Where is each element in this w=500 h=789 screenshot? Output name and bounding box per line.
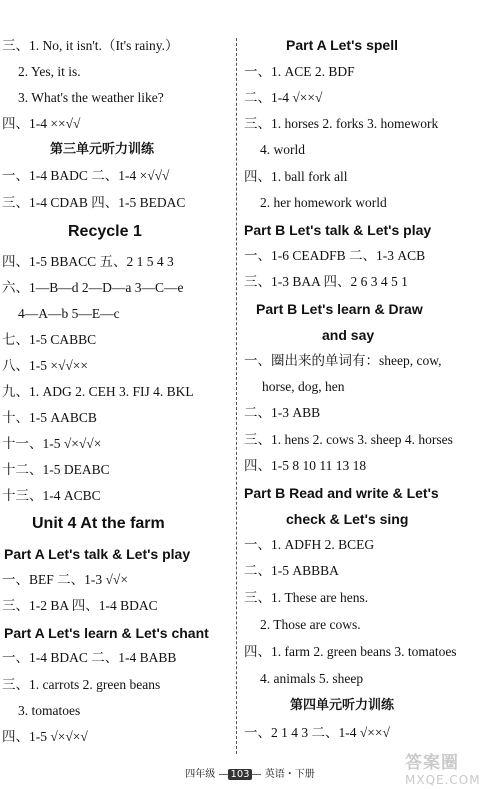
watermark-line1: 答案圈 xyxy=(405,753,459,773)
answer-line: 4. world xyxy=(260,142,305,157)
answer-line: 二、1-5 ABBBA xyxy=(244,563,339,578)
watermark-logo xyxy=(405,748,497,786)
answer-line: 2. Yes, it is. xyxy=(18,64,81,79)
answer-line: 三、1. hens 2. cows 3. sheep 4. horses xyxy=(244,432,453,447)
answer-line: 一、2 1 4 3 二、1-4 √××√ xyxy=(244,725,390,740)
answer-line: 四、1-5 8 10 11 13 18 xyxy=(244,458,367,473)
section-heading: Part B Let's talk & Let's play xyxy=(244,222,432,238)
section-heading: Part A Let's learn & Let's chant xyxy=(4,625,209,641)
page-number: 103 xyxy=(230,769,250,780)
answer-line: 一、1-4 BDAC 二、1-4 BABB xyxy=(2,650,177,665)
answer-line: 四、1-5 √×√×√ xyxy=(2,729,88,744)
answer-line: 3. tomatoes xyxy=(18,703,81,718)
answer-line: 十三、1-4 ACBC xyxy=(2,488,101,503)
watermark-line2: MXQE.COM xyxy=(405,773,481,787)
section-heading: check & Let's sing xyxy=(286,511,409,527)
answer-line: 三、1. These are hens. xyxy=(244,590,369,605)
column-divider xyxy=(236,38,237,754)
answer-line: 二、1-3 ABB xyxy=(244,405,321,420)
answer-line: horse, dog, hen xyxy=(262,379,345,394)
answer-line: 六、1—B—d 2—D—a 3—C—e xyxy=(2,280,184,295)
answer-line: 一、1. ACE 2. BDF xyxy=(244,64,355,79)
answer-line: 十、1-5 AABCB xyxy=(2,410,97,425)
answer-line: 3. What's the weather like? xyxy=(18,90,164,105)
section-heading: Part B Let's learn & Draw xyxy=(256,301,423,317)
section-heading: Part B Read and write & Let's xyxy=(244,485,439,501)
section-heading: Part A Let's spell xyxy=(286,37,398,53)
answer-line: 三、1. No, it isn't.（It's rainy.） xyxy=(2,38,179,53)
section-heading: Part A Let's talk & Let's play xyxy=(4,546,191,562)
answer-line: 一、1-6 CEADFB 二、1-3 ACB xyxy=(244,248,426,263)
answer-line: 四、1. farm 2. green beans 3. tomatoes xyxy=(244,644,457,659)
answer-line: 4. animals 5. sheep xyxy=(260,671,364,686)
section-heading: Recycle 1 xyxy=(68,223,142,240)
section-heading: and say xyxy=(322,327,375,343)
answer-line: 2. her homework world xyxy=(260,195,387,210)
answer-line: 四、1. ball fork all xyxy=(244,169,348,184)
answer-line: 四、1-5 BBACC 五、2 1 5 4 3 xyxy=(2,254,174,269)
answer-line: 三、1-2 BA 四、1-4 BDAC xyxy=(2,598,158,613)
section-heading: 第三单元听力训练 xyxy=(50,142,155,157)
answer-line: 三、1-3 BAA 四、2 6 3 4 5 1 xyxy=(244,274,408,289)
answer-line: 九、1. ADG 2. CEH 3. FIJ 4. BKL xyxy=(2,384,194,399)
footer-subject: 英语・下册 xyxy=(264,769,315,780)
answer-line: 4—A—b 5—E—c xyxy=(18,306,120,321)
answer-line: 十二、1-5 DEABC xyxy=(2,462,110,477)
answer-line: 二、1-4 √××√ xyxy=(244,90,323,105)
page-footer: 四年级 — 103 — 英语・下册 xyxy=(185,769,315,780)
footer-grade: 四年级 xyxy=(185,769,216,780)
section-heading: 第四单元听力训练 xyxy=(290,698,395,713)
answer-line: 七、1-5 CABBC xyxy=(2,332,97,347)
answer-line: 十一、1-5 √×√√× xyxy=(2,436,102,451)
answer-line: 一、1. ADFH 2. BCEG xyxy=(244,537,375,552)
answer-line: 八、1-5 ×√√×× xyxy=(2,358,89,373)
answer-line: 三、1. carrots 2. green beans xyxy=(2,677,161,692)
answer-line: 一、1-4 BADC 二、1-4 ×√√√ xyxy=(2,168,170,183)
section-heading: Unit 4 At the farm xyxy=(32,515,165,532)
answer-line: 一、圈出来的单词有：sheep, cow, xyxy=(244,353,442,368)
answer-line: 2. Those are cows. xyxy=(260,617,361,632)
answer-line: 三、1-4 CDAB 四、1-5 BEDAC xyxy=(2,195,186,210)
answer-line: 一、BEF 二、1-3 √√× xyxy=(2,572,128,587)
answer-line: 三、1. horses 2. forks 3. homework xyxy=(244,116,439,131)
answer-line: 四、1-4 ××√√ xyxy=(2,116,81,131)
